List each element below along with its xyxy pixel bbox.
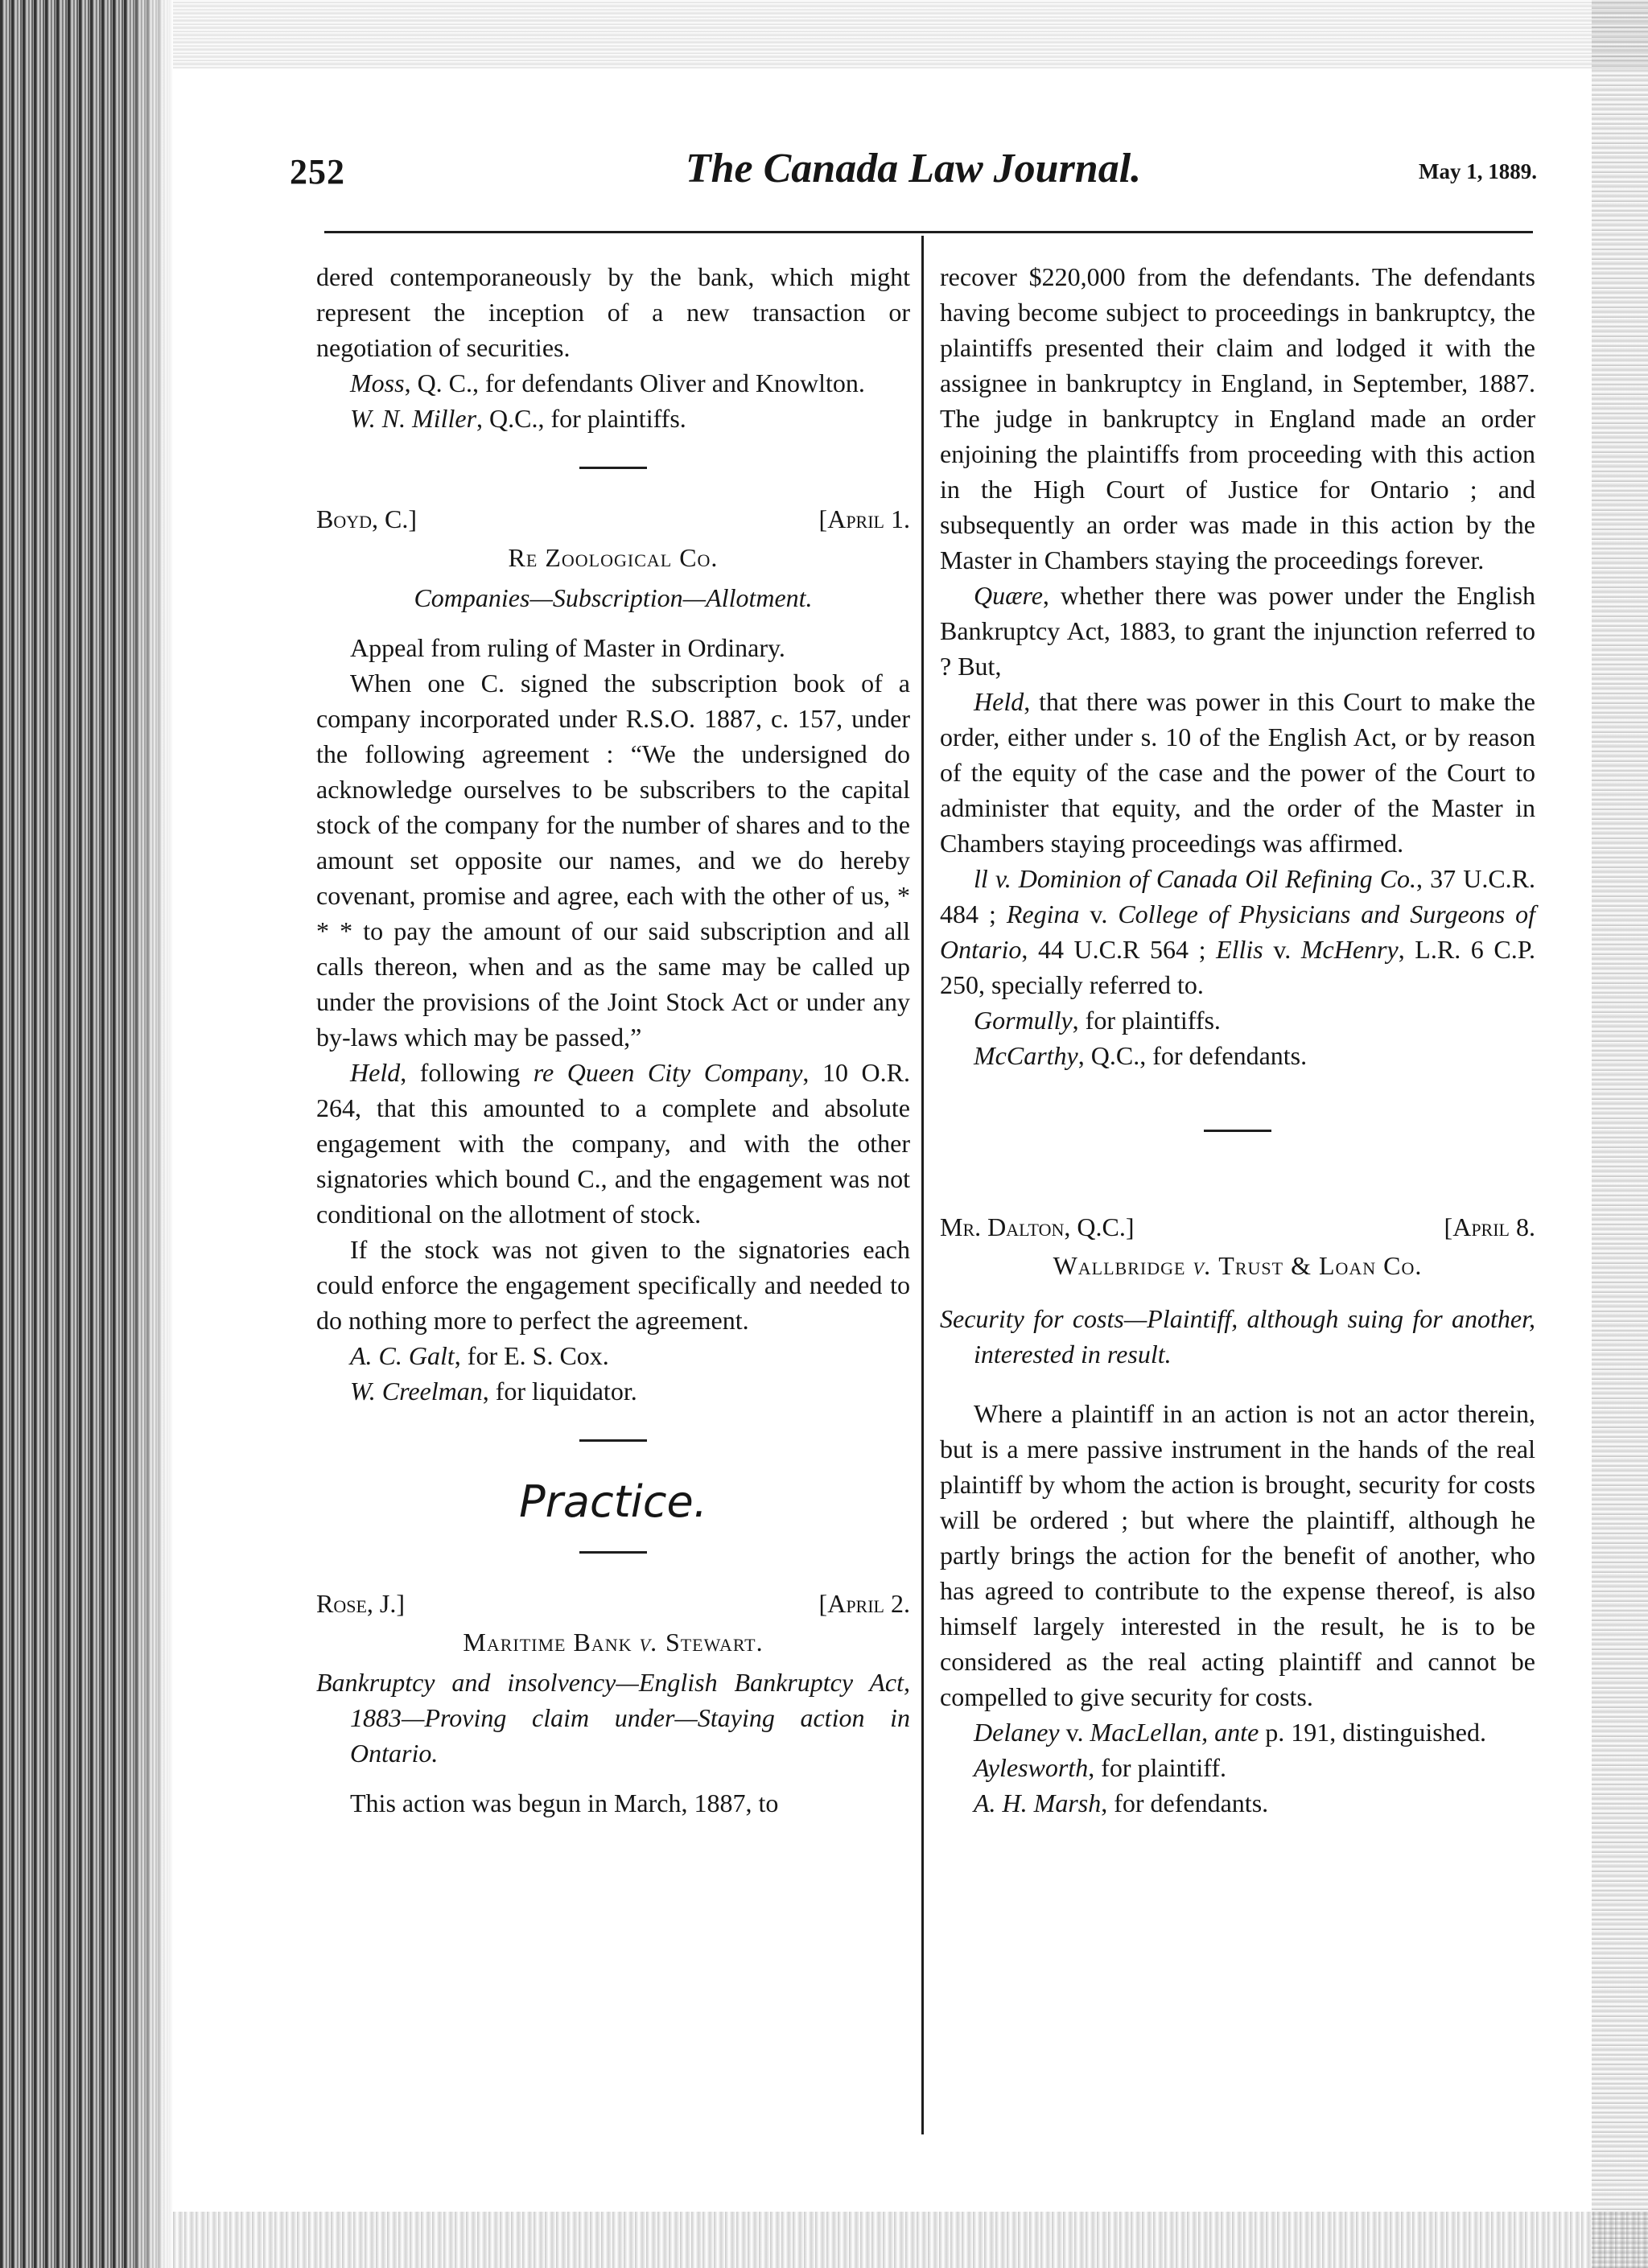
continuation-paragraph: dered contemporaneously by the bank, which might represent the inception of a new transaction or negotiation of securities. [316,262,910,362]
decision-date: [April 8. [1444,1212,1535,1241]
issue-date: May 1, 1889. [1419,159,1537,183]
citations-paragraph: ll v. Dominion of Canada Oil Refining Co., 37 U.C.R. 484 ; Regina v. College of Physicians and Surgeons of Ontario, 44 U.C.R 564 ; Ellis v. McHenry, L.R. 6 C.P. 250, specially referred to. [940,864,1536,999]
case-title: Wallbridge v. Trust & Loan Co. [1053,1251,1423,1280]
page-header [290,145,1537,201]
held-paragraph: Held, that there was power in this Court to make the order, either under s. 10 of the English Act, or by reason of the equity of the case and the power of the Court to administer that equity, and the order of the Master in Chambers staying proceedings was affirmed. [940,687,1535,858]
counsel-line: Moss, Q. C., for defendants Oliver and Knowlton. [350,368,865,397]
paragraph: If the stock was not given to the signatories each could enforce the engagement specifically and needed to do nothing more to perfect the agreement. [316,1235,910,1335]
paragraph: Appeal from ruling of Master in Ordinary. [350,633,785,662]
counsel-name: W. N. Miller [350,404,477,433]
counsel-name: Aylesworth [974,1753,1089,1782]
left-column [316,259,910,1821]
case-headnote: Security for costs—Plaintiff, although suing for another, interested in result. [940,1304,1535,1369]
scan-noise-top [173,0,1648,68]
counsel-name: McCarthy [974,1041,1078,1070]
court-line [940,1209,1535,1245]
held-paragraph: Held, following re Queen City Company, 10 O.R. 264, that this amounted to a complete and absolute engagement with the company, and with the other signatories which bound C., and the engagement was not conditional on the allotment of stock. [316,1058,910,1229]
case-title: Maritime Bank v. Stewart. [463,1628,764,1657]
counsel-line: W. Creelman, for liquidator. [350,1377,637,1406]
counsel-name: Moss [350,368,405,397]
section-heading: Practice. [519,1476,707,1527]
paragraph: Where a plaintiff in an action is not an actor therein, but is a mere passive instrument in the hands of the real plaintiff by whom the action is brought, security for costs will be ordered ; but where the plaintiff, although he partly brings the action for the benefit of another, who has agreed to contribute to the expense thereof, is also himself largely interested in the result, he is to be considered as the real acting plaintiff and cannot be compelled to give security for costs. [940,1399,1535,1711]
court-line [316,501,910,537]
counsel-line: A. C. Galt, for E. S. Cox. [350,1341,609,1370]
case-headnote: Companies—Subscription—Allotment. [414,583,813,612]
judge-name: Rose, J.] [316,1589,406,1618]
scan-binding-edge [0,0,173,2268]
decision-date: [April 1. [818,504,910,533]
paragraph: Delaney v. MacLellan, ante p. 191, distinguished. [974,1718,1486,1747]
counsel-line: Gormully, for plaintiffs. [974,1006,1221,1035]
separator-rule [579,467,647,469]
journal-title: The Canada Law Journal. [685,146,1142,191]
judge-name: Mr. Dalton, Q.C.] [940,1212,1135,1241]
separator-rule [579,1439,647,1442]
separator-rule [1204,1130,1271,1132]
scan-noise-right [1592,0,1648,2268]
counsel-line: W. N. Miller, Q.C., for plaintiffs. [350,404,686,433]
decision-date: [April 2. [818,1589,910,1618]
counsel-line: A. H. Marsh, for defendants. [974,1788,1269,1817]
judge-name: Boyd, C.] [316,504,418,533]
header-rule [324,231,1533,233]
separator-rule [579,1551,647,1554]
column-divider [921,236,924,2134]
scan-noise-bottom [173,2212,1648,2268]
right-column [940,259,1535,1821]
case-title: Re Zoological Co. [508,543,719,572]
cited-case: re Queen City Company [533,1058,803,1087]
counsel-name: W. Creelman [350,1377,483,1406]
quaere-paragraph: Quære, whether there was power under the English Bankruptcy Act, 1883, to grant the injunction referred to ? But, [940,581,1535,681]
page-number: 252 [290,152,345,191]
case-headnote: Bankruptcy and insolvency—English Bankruptcy Act, 1883—Proving claim under—Staying action in Ontario. [316,1668,910,1768]
counsel-line: McCarthy, Q.C., for defendants. [974,1041,1308,1070]
counsel-name: A. H. Marsh [974,1788,1102,1817]
counsel-name: Gormully [974,1006,1073,1035]
counsel-line: Aylesworth, for plaintiff. [974,1753,1227,1782]
paragraph: This action was begun in March, 1887, to [350,1788,779,1817]
paragraph: When one C. signed the subscription book of a company incorporated under R.S.O. 1887, c. 157, under the following agreement : “We the undersigned do acknowledge ourselves to be subscribers to the capital stock of the company for the number of shares and to the amount set opposite our names, and we do hereby covenant, promise and agree, each with the other of us, * * * to pay the amount of our said subscription and all calls thereon, when and as the same may be called up under the provisions of the Joint Stock Act or under any by-laws which may be passed,” [316,669,910,1052]
counsel-name: A. C. Galt [350,1341,455,1370]
court-line [316,1586,910,1621]
continuation-paragraph: recover $220,000 from the defendants. The defendants having become subject to proceedings in bankruptcy, the plaintiffs presented their claim and lodged it with the assignee in bankruptcy in England, in September, 1887. The judge in bankruptcy in England made an order enjoining the plaintiffs from proceeding with this action in the High Court of Justice for Ontario ; and subsequently an order was made in this action by the Master in Chambers staying the proceedings forever. [940,262,1535,574]
